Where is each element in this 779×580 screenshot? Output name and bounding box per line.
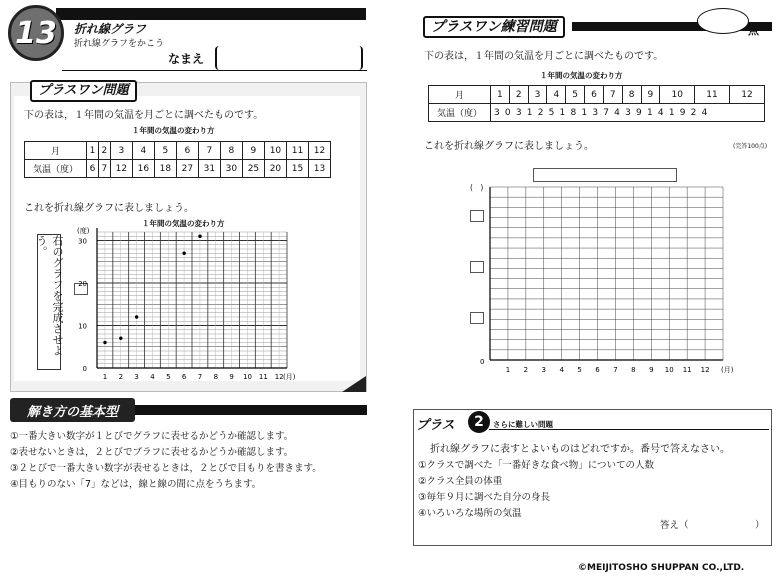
x-tick-label: 8 — [213, 373, 219, 381]
x-tick-label: 2 — [118, 373, 124, 381]
temperature-cell: 6 — [87, 160, 99, 178]
month-cell: 1 — [491, 86, 510, 104]
x-tick-label: 3 — [134, 373, 139, 381]
month-cell: 9 — [641, 86, 660, 104]
x-tick-label: 10 — [243, 373, 252, 381]
month-cell: 2 — [509, 86, 528, 104]
month-cell: 12 — [729, 86, 764, 104]
table-header-cell: 月 — [25, 142, 87, 160]
y-tick-label: 20 — [78, 280, 87, 288]
x-tick-label: 8 — [631, 366, 636, 374]
month-cell: 10 — [660, 86, 695, 104]
month-cell: 8 — [220, 142, 242, 160]
left-table-caption: １年間の気温の変わり方 — [132, 126, 215, 135]
month-cell: 7 — [603, 86, 622, 104]
method-line-4: ④目もりのない「7」などは，線と線の間に点をうちます。 — [10, 479, 262, 490]
option-4: ④いろいろな場所の気温 — [418, 508, 522, 519]
month-cell: 3 — [528, 86, 547, 104]
month-cell: 6 — [176, 142, 198, 160]
plus-two-tag: プラス — [416, 418, 455, 433]
method-line-2: ②表せないときは，２とびでブラフに表せるかどうか確認します。 — [10, 447, 294, 458]
temperature-cell: 7 — [98, 160, 110, 178]
x-tick-label: 5 — [577, 366, 582, 374]
right-intro-text: 下の表は，１年間の気温を月ごとに調べたものです。 — [424, 51, 664, 62]
y-zero-label: 0 — [480, 358, 485, 366]
temperature-cell: 15 — [286, 160, 308, 178]
worksheet-title: 折れ線グラフ — [74, 22, 147, 36]
month-cell: 2 — [98, 142, 110, 160]
x-tick-label: 7 — [613, 366, 618, 374]
worksheet-subtitle: 折れ線グラフをかこう — [74, 39, 165, 49]
x-tick-label: 7 — [197, 373, 203, 381]
x-tick-label: 11 — [258, 373, 268, 381]
method-line-3: ③２とびで一番大きい数字が表せるときは，２とびで目もりを書きます。 — [10, 463, 322, 474]
temperature-cell: 27 — [176, 160, 198, 178]
x-tick-label: 2 — [523, 366, 529, 374]
temperature-cell: 16 — [132, 160, 154, 178]
y-tick-label: 0 — [82, 365, 87, 373]
worksheet-number-badge: 13 — [8, 5, 64, 61]
left-intro-text: 下の表は，１年間の気温を月ごとに調べたものです。 — [24, 110, 264, 121]
x-tick-label: 1 — [505, 366, 511, 374]
temperature-cell: 30 — [220, 160, 242, 178]
x-tick-label: 1 — [102, 373, 108, 381]
right-y-unit: ( ) — [470, 183, 484, 192]
practice-problem-tag: プラスワン練習問題 — [423, 16, 565, 38]
x-tick-label: 12 — [700, 366, 710, 374]
month-cell: 4 — [132, 142, 154, 160]
plus-two-question: 折れ線グラフに表すとよいものはどれですか。番号で答えなさい。 — [430, 444, 730, 455]
x-tick-label: 9 — [229, 373, 234, 381]
method-line-1: ①一番大きい数字が１とびでグラフに表せるかどうか確認します。 — [10, 431, 294, 442]
x-tick-label: 9 — [649, 366, 654, 374]
y-tick-label: 10 — [78, 322, 87, 331]
method-tag: 解き方の基本型 — [10, 398, 135, 422]
plus-two-subtitle: さらに難しい問題 — [493, 420, 553, 429]
temperature-cell: 25 — [242, 160, 264, 178]
month-cell: 5 — [566, 86, 585, 104]
month-cell: 11 — [286, 142, 308, 160]
temperature-cell: 13 — [308, 160, 330, 178]
month-cell: 6 — [585, 86, 604, 104]
x-tick-label: 12 — [274, 373, 284, 381]
month-cell: 9 — [242, 142, 264, 160]
month-cell: 3 — [110, 142, 132, 160]
x-tick-label: 3 — [541, 366, 547, 374]
table-header-cell: 気温（度） — [25, 160, 87, 178]
copyright-text: ©MEIJITOSHO SHUPPAN CO.,LTD. — [578, 563, 745, 573]
month-cell: 1 — [87, 142, 99, 160]
month-cell: 10 — [264, 142, 286, 160]
month-cell: 12 — [308, 142, 330, 160]
month-cell: 8 — [622, 86, 641, 104]
option-3: ③毎年９月に調べた自分の身長 — [418, 492, 551, 503]
x-tick-label: 4 — [150, 373, 155, 381]
x-tick-label: 6 — [595, 366, 600, 374]
temperature-cell: 31 — [198, 160, 220, 178]
month-cell: 11 — [695, 86, 730, 104]
name-label: なまえ — [168, 52, 205, 66]
option-1: ①クラスで調べた「一番好きな食べ物」についての人数 — [418, 460, 655, 471]
y-tick-label: 30 — [78, 237, 87, 246]
x-tick-label: 6 — [181, 373, 187, 381]
right-table-caption: １年間の気温の変わり方 — [540, 71, 623, 80]
plus-two-divider — [489, 429, 769, 430]
table-header-cell: 気温（度） — [429, 104, 491, 122]
left-chart-title: １年間の気温の変わり方 — [142, 219, 225, 228]
temperature-cell: 18 — [154, 160, 176, 178]
x-unit-label: (月) — [721, 366, 734, 374]
plus-one-problem-tag: プラスワン問題 — [30, 80, 137, 102]
temperature-cell: 12 — [110, 160, 132, 178]
left-instruction-text: これを折れ線グラフに表しましょう。 — [24, 203, 194, 214]
temperature-cell: 20 — [264, 160, 286, 178]
score-unit-label: 点 — [748, 24, 759, 37]
option-2: ②クラス全員の体重 — [418, 476, 503, 487]
right-instruction-text: これを折れ線グラフに表しましょう。 — [424, 141, 594, 152]
x-tick-label: 10 — [664, 366, 674, 374]
x-tick-label: 11 — [682, 366, 692, 374]
plus-two-number: 2 — [468, 411, 490, 433]
points-note: (完答100点) — [733, 143, 768, 150]
y-unit-label: (度) — [77, 227, 90, 235]
month-cell: 5 — [154, 142, 176, 160]
month-cell: 7 — [198, 142, 220, 160]
month-cell: 4 — [547, 86, 566, 104]
x-tick-label: 5 — [166, 373, 171, 381]
x-tick-label: 4 — [559, 366, 564, 374]
x-unit-label: (月) — [283, 373, 296, 381]
temperature-cells: 30312518137439141924 — [491, 104, 765, 122]
side-note-box: 右のグラフを完成させよう。 — [37, 234, 61, 370]
table-header-cell: 月 — [429, 86, 491, 104]
answer-field[interactable]: 答え（ ） — [660, 520, 765, 531]
